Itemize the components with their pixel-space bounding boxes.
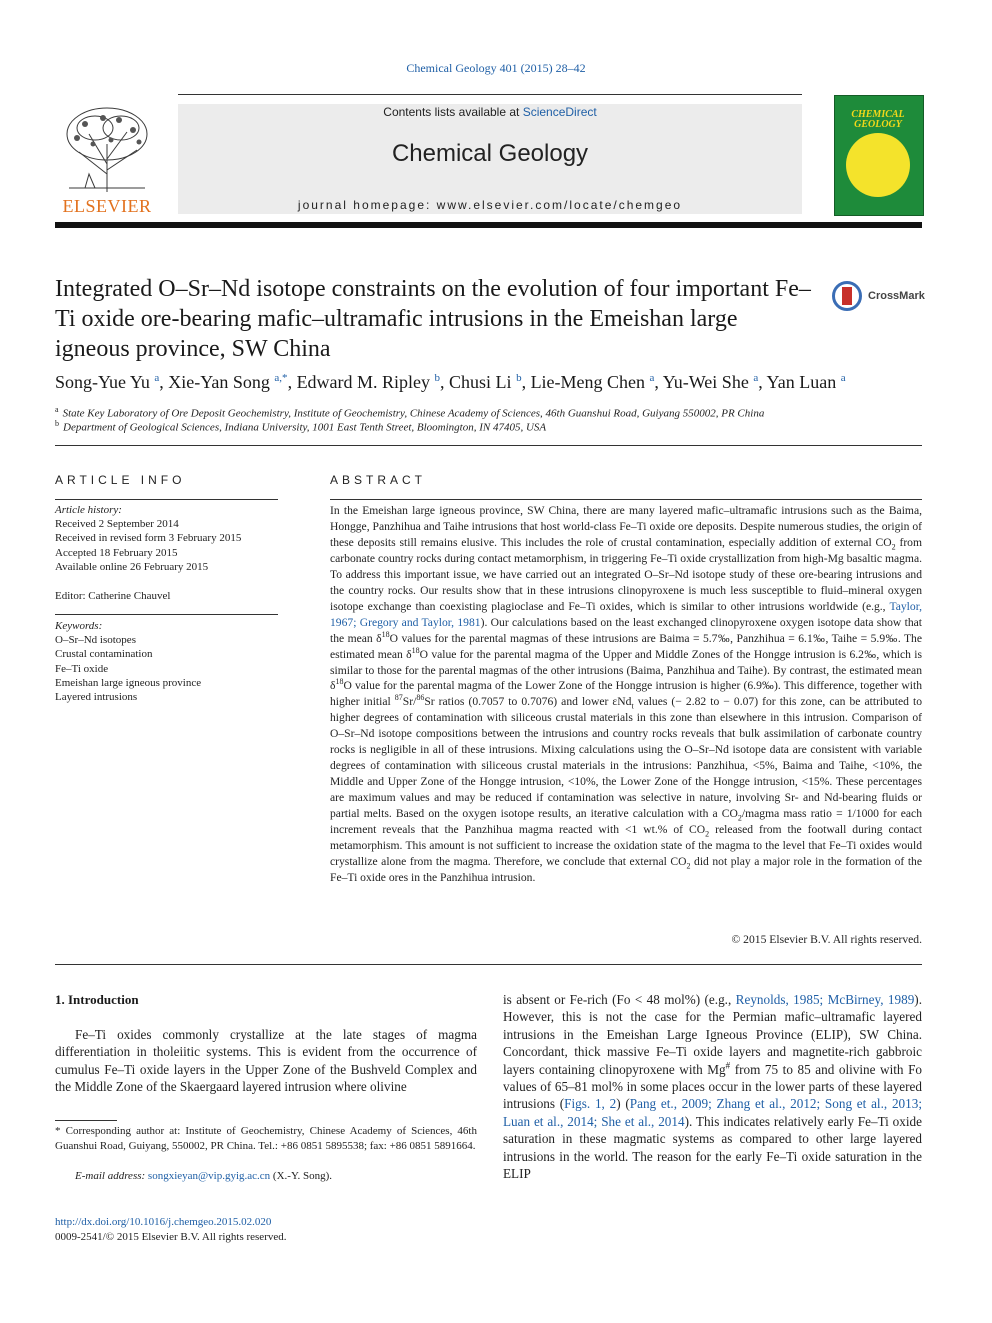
keyword-item: Fe–Ti oxide <box>55 662 109 675</box>
author-name[interactable]: Xie-Yan Song <box>168 372 270 392</box>
abstract-reference-link[interactable]: Taylor, 1967; Gregory and Taylor, 1981 <box>330 599 922 629</box>
author-name[interactable]: Chusi Li <box>449 372 512 392</box>
history-item: Received 2 September 2014 <box>55 518 179 531</box>
author-affil-mark[interactable]: a,* <box>274 372 288 384</box>
intro-paragraph-left: Fe–Ti oxides commonly crystallize at the late stages of magma differentiation in tholeiitic systems. This is evident from the occurrence of cumulus Fe–Ti oxide layers in the Upper Zone of the Bushveld Complex and the Middle Zone of the Skaergaard layered intrusion where olivine <box>55 1027 477 1095</box>
abstract-heading: ABSTRACT <box>330 473 427 487</box>
email-link[interactable]: songxieyan@vip.gyig.ac.cn <box>147 1170 271 1182</box>
crossmark-bookmark-icon <box>842 287 852 305</box>
article-info-heading: ARTICLE INFO <box>55 473 186 487</box>
intro-reference-link[interactable]: Reynolds, 1985; McBirney, 1989 <box>735 992 915 1007</box>
intro-paragraph-right: is absent or Fe-rich (Fo < 48 mol%) (e.g., Reynolds, 1985; McBirney, 1989). However, this is not the case for the Permian mafic–ultramafic layered intrusions in the Emeishan Large Igneous Province (ELIP), SW China. Concordant, thick massive Fe–Ti oxide layers and magnetite-rich gabbroic layers containing clinopyroxene with Mg# from 75 to 85 and olivine with Fo values of 65–81 mol% in some places occur in the lower parts of these layered intrusions (Figs. 1, 2) (Pang et., 2009; Zhang et al., 2012; Song et al., 2013; Luan et al., 2014; She et al., 2014). This indicates relatively early Fe–Ti oxide saturation in these magmatic systems as compared to other large layered intrusions in the world. The reason for the early Fe–Ti oxide saturation in the ELIP <box>503 992 923 1182</box>
author-list: Song-Yue Yu $^a$, Xie-Yan Song $^{a,*}$, Edward M. Ripley $^b$, Chusi Li $^b$, Lie-Meng Chen $^a$, Yu-Wei She $^a$, Yan Luan $^a$ <box>55 372 846 392</box>
author-affil-mark[interactable]: a <box>753 372 759 384</box>
corresponding-author-note: * Corresponding author at: Institute of Geochemistry, Chinese Academy of Sciences, 46th Guanshui Road, Guiyang, 550002, PR China. Tel.: +86 0851 5895538; fax: +86 0851 5891664. <box>55 1125 477 1152</box>
author-affil-mark[interactable]: a <box>840 372 846 384</box>
article-info-rule <box>55 499 278 500</box>
crossmark-label: CrossMark <box>868 290 925 302</box>
header-rule <box>178 94 802 95</box>
contents-prefix: Contents lists available at <box>383 105 523 119</box>
issn-copyright: 0009-2541/© 2015 Elsevier B.V. All rights reserved. <box>55 1231 287 1243</box>
author-name[interactable]: Lie-Meng Chen <box>530 372 646 392</box>
author-affil-mark[interactable]: a <box>154 372 160 384</box>
abstract-rule <box>330 499 922 500</box>
sciencedirect-link[interactable]: ScienceDirect <box>522 105 597 119</box>
author-affil-mark[interactable]: b <box>516 372 522 384</box>
author-name[interactable]: Yan Luan <box>766 372 837 392</box>
author-affil-mark[interactable]: a <box>649 372 655 384</box>
affiliation-a <box>55 405 925 420</box>
affiliation-text: State Key Laboratory of Ore Deposit Geochemistry, Institute of Geochemistry, Chinese Academy of Sciences, 46th Guanshui Road, Guiyang 550002, PR China <box>62 407 765 420</box>
contents-line <box>178 105 802 119</box>
keyword-item: Emeishan large igneous province <box>55 676 202 689</box>
keywords-rule <box>55 614 278 615</box>
doi-link[interactable]: http://dx.doi.org/10.1016/j.chemgeo.2015.02.020 <box>55 1216 272 1228</box>
section-heading-introduction: 1. Introduction <box>55 992 139 1007</box>
body-rule <box>55 964 922 965</box>
keywords-label: Keywords: <box>55 620 103 632</box>
figure-reference-link[interactable]: Figs. 1, 2 <box>564 1096 617 1112</box>
author-name[interactable]: Yu-Wei She <box>662 372 749 392</box>
keyword-item: Crustal contamination <box>55 648 153 661</box>
keyword-item: O–Sr–Nd isotopes <box>55 634 136 647</box>
cover-title: CHEMICAL GEOLOGY <box>851 109 905 130</box>
abstract-copyright: © 2015 Elsevier B.V. All rights reserved. <box>731 933 922 946</box>
journal-name: Chemical Geology <box>391 140 589 167</box>
footnote-rule <box>55 1120 117 1121</box>
affiliation-text: Department of Geological Sciences, Indiana University, 1001 East Tenth Street, Bloomington, IN 47405, USA <box>63 421 547 434</box>
journal-homepage[interactable]: journal homepage: www.elsevier.com/locate/chemgeo <box>297 198 683 212</box>
crossmark-button[interactable] <box>832 281 925 315</box>
elsevier-wordmark: ELSEVIER <box>62 196 152 216</box>
history-label: Article history: <box>55 504 122 516</box>
history-item: Accepted 18 February 2015 <box>55 546 178 559</box>
history-item: Available online 26 February 2015 <box>55 560 209 573</box>
history-item: Received in revised form 3 February 2015 <box>55 532 242 545</box>
email-label: E-mail address: <box>75 1170 148 1182</box>
affiliation-rule <box>55 445 922 446</box>
keywords-block <box>55 619 285 704</box>
author-affil-mark[interactable]: b <box>434 372 441 384</box>
abstract-text: In the Emeishan large igneous province, SW China, there are many layered mafic–ultramafic intrusions such as the Baima, Hongge, Panzhihua and Taihe intrusions that host world-class Fe–Ti oxide ore deposits. Despite numerous studies, the origin of these deposits still remains elusive. This includes the role of crustal contamination, especially addition of external $CO_2$ from carbonate country rocks during contact metamorphism, in triggering Fe–Ti oxide crystallization from high-Mg basaltic magma. To address this important issue, we have carried out an integrated O–Sr–Nd isotope study of these ore-bearing intrusions and the country rocks. Our results show that in these intrusions clinopyroxene is much less susceptible to fluid–mineral oxygen isotope exchange than coexisting plagioclase and Fe–Ti oxides, which is similar to other intrusions worldwide (e.g., Taylor, 1967; Gregory and Taylor, 1981). Our calculations based on the least exchanged clinopyroxene oxygen isotope data show that the mean $\delta^{18}O$ values for the parental magmas of these intrusions are Baima = 5.7‰, Panzhihua = 6.1‰, Taihe = 5.9‰. The estimated mean $\delta^{18}O$ value for the parental magma of the Upper and Middle Zones of the Hongge intrusion is 6.2‰, which is similar to those for the parental magmas of the other intrusions (Baima, Panzhihua and Taihe). By contrast, the estimated mean $\delta^{18}O$ value for the parental magma of the Lower Zone of the Hongge intrusion is higher (6.9‰). This difference, together with higher initial $^{87}$Sr/$^{86}$Sr ratios (0.7057 to 0.7076) and lower εNd$_t$ values (− 2.82 to − 0.07) for this zone, can be attributed to higher degrees of contamination with siliceous crustal materials in this zone than elsewhere in this intrusion. Comparison of O–Sr–Nd isotope compositions between the intrusions and country rocks reveals that bulk assimilation of carbonate country rocks is negligible in all of these intrusions. Mixing calculations using the O–Sr–Nd isotope data are consistent with variable degrees of contamination with siliceous crustal materials in the intrusions: Panzhihua, <5%, Baima and Taihe, <10%, the Middle and Upper Zone of the Hongge intrusion, <10%, the Lower Zone of the Hongge intrusion, <15%. These percentages are maximum values and may be reduced if contamination was selective in nature, involving Sr- and Nd-bearing fluids or partial melts. Based on the oxygen isotope results, an iterative calculation with a $CO_2$/magma mass ratio = 1/1000 for each increment reveals that the Panzhihua magma reacted with <1 wt.% of $CO_2$ released from the footwall during contact metamorphism. This amount is not sufficient to increase the oxidation state of the magma to the level that Fe–Ti oxides would crystallize alone from the magma. Therefore, we conclude that external $CO_2$ did not play a major role in the formation of the Fe–Ti oxide ores in the Panzhihua intrusion. <box>330 504 922 884</box>
email-note <box>55 1169 477 1184</box>
affiliation-b <box>55 419 925 434</box>
author-name[interactable]: Edward M. Ripley <box>296 372 431 392</box>
journal-citation[interactable]: Chemical Geology 401 (2015) 28–42 <box>406 61 586 75</box>
editor-line: Editor: Catherine Chauvel <box>55 590 171 602</box>
affiliation-mark: a <box>55 405 59 414</box>
intro-reference-link[interactable]: Pang et., 2009; Zhang et al., 2012; Song et al., 2013; Luan et al., 2014; She et al., 2014 <box>503 1096 922 1129</box>
email-suffix: (X.-Y. Song). <box>270 1170 332 1182</box>
author-name[interactable]: Song-Yue Yu <box>55 372 150 392</box>
article-history <box>55 503 285 574</box>
article-title: Integrated O–Sr–Nd isotope constraints on the evolution of four important Fe–Ti oxide ore-bearing mafic–ultramafic intrusions in the Emeishan large igneous province, SW China <box>55 276 811 362</box>
keyword-item: Layered intrusions <box>55 691 138 704</box>
header-thick-rule <box>55 222 922 228</box>
cover-emblem <box>846 133 910 197</box>
affiliation-mark: b <box>55 419 59 428</box>
